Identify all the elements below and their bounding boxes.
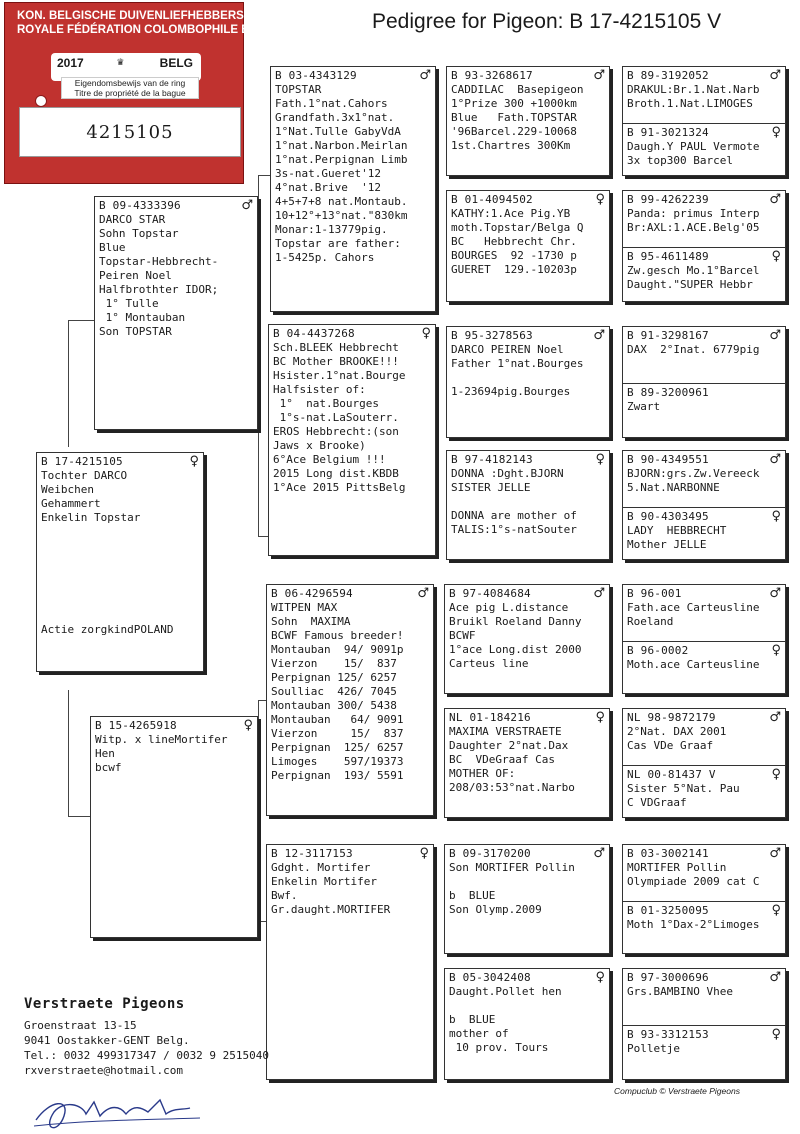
male-symbol-icon: ♂	[769, 329, 781, 343]
female-symbol-icon: ♀	[419, 846, 429, 861]
ring-number: B 15-4265918	[95, 719, 177, 732]
pedigree-line: 1°Nat.Tulle GabyVdA	[275, 125, 401, 138]
pedigree-line: Perpignan 125/ 6257	[271, 741, 404, 754]
pedigree-card-header	[627, 126, 781, 140]
pedigree-line: 10+12°+13°nat."830km	[275, 209, 408, 222]
pedigree-line: MOTHER OF:	[449, 767, 516, 780]
pedigree-line: 1°Prize 300 +1000km	[451, 97, 577, 110]
male-symbol-icon: ♂	[769, 587, 781, 601]
ring-number: B 97-3000696	[627, 971, 709, 984]
pedigree-line: BC VDeGraaf Cas	[449, 753, 555, 766]
pedigree-line: TALIS:1°s-natSouter	[451, 523, 577, 536]
pedigree-line: 1st.Chartres 300Km	[451, 139, 571, 152]
pedigree-line: DONNA are mother of	[451, 509, 577, 522]
female-symbol-icon: ♀	[243, 718, 253, 733]
breeder-name: Verstraete Pigeons	[24, 996, 185, 1012]
ring-number: B 09-4333396	[99, 199, 181, 212]
ring-number: B 04-4437268	[273, 327, 355, 340]
breeder-phone: Tel.: 0032 499317347 / 0032 9 2515040	[24, 1049, 270, 1062]
pedigree-line: Carteus line	[449, 657, 529, 670]
ring-number: B 90-4349551	[627, 453, 709, 466]
ring-number: B 12-3117153	[271, 847, 353, 860]
ring-ownership-card	[4, 2, 281, 184]
pedigree-line: Enkelin Topstar	[41, 511, 141, 524]
pedigree-line: mother of	[449, 1027, 509, 1040]
pedigree-card-header	[627, 453, 781, 467]
male-symbol-icon: ♂	[769, 193, 781, 207]
pedigree-line: 5.Nat.NARBONNE	[627, 481, 720, 494]
handwritten-signature	[30, 1090, 210, 1134]
pedigree-half-bottom	[627, 386, 781, 414]
pedigree-card-header	[449, 847, 605, 861]
pedigree-half-bottom	[627, 250, 781, 292]
female-symbol-icon: ♀	[771, 1027, 781, 1042]
pedigree-line: MAXIMA VERSTRAETE	[449, 725, 562, 738]
pedigree-card-header	[627, 329, 781, 343]
pedigree-line: WITPEN MAX	[271, 601, 338, 614]
pedigree-line: Halfsister of:	[273, 383, 366, 396]
pedigree-line: Ace pig L.distance	[449, 601, 569, 614]
pedigree-card-gen5	[622, 844, 786, 954]
pedigree-line: b BLUE	[449, 1013, 496, 1026]
female-symbol-icon: ♀	[771, 125, 781, 140]
pedigree-line: 1° Montauban	[99, 311, 186, 324]
pedigree-line	[41, 595, 199, 609]
pedigree-card-fff	[446, 66, 610, 176]
ring-country: BELG	[159, 56, 193, 70]
pedigree-line: CADDILAC Basepigeon	[451, 83, 584, 96]
ring-title-nl: Eigendomsbewijs van de ring	[74, 78, 186, 88]
female-symbol-icon: ♀	[189, 454, 199, 469]
pedigree-line: 3x top300 Barcel	[627, 154, 733, 167]
pedigree-line: Hsister.1°nat.Bourge	[273, 369, 406, 382]
pedigree-card-header	[95, 719, 253, 733]
pedigree-line: Sohn Topstar	[99, 227, 179, 240]
pedigree-half-bottom	[627, 644, 781, 672]
pedigree-card-gen5	[622, 584, 786, 694]
ring-number: 4215105	[19, 107, 241, 157]
pedigree-line: BC Mother BROOKE!!!	[273, 355, 399, 368]
ring-number: NL 00-81437 V	[627, 768, 716, 781]
pedigree-line: Grs.BAMBINO Vhee	[627, 985, 733, 998]
page-title: Pedigree for Pigeon: B 17-4215105 V	[372, 10, 722, 33]
pedigree-line: 1° nat.Bourges	[273, 397, 379, 410]
pedigree-line: DRAKUL:Br.1.Nat.Narb	[627, 83, 760, 96]
pedigree-line: Gdght. Mortifer	[271, 861, 371, 874]
pedigree-line: bcwf	[95, 761, 122, 774]
pedigree-line: Actie zorgkindPOLAND	[41, 623, 174, 636]
pedigree-card-header	[271, 847, 429, 861]
pedigree-line: Monar:1-13779pig.	[275, 223, 388, 236]
pedigree-line: 1°Ace 2015 PittsBelg	[273, 481, 406, 494]
ring-number: B 99-4262239	[627, 193, 709, 206]
pedigree-line: Moth 1°Dax-2°Limoges	[627, 918, 760, 931]
pedigree-line: Son MORTIFER Pollin	[449, 861, 575, 874]
pedigree-line	[41, 525, 199, 539]
pedigree-card-header	[627, 250, 781, 264]
pedigree-card-header	[627, 711, 781, 725]
pedigree-card-header	[449, 587, 605, 601]
pedigree-line	[451, 371, 605, 385]
pedigree-line: Vierzon 15/ 837	[271, 727, 404, 740]
pedigree-card-fmm	[446, 450, 610, 560]
pedigree-line: BJORN:grs.Zw.Vereeck	[627, 467, 760, 480]
pedigree-line: Hen	[95, 747, 115, 760]
pedigree-line: Montauban 64/ 9091	[271, 713, 404, 726]
female-symbol-icon: ♀	[595, 970, 605, 985]
breeder-city: 9041 Oostakker-GENT Belg.	[24, 1034, 190, 1047]
ring-number: B 97-4182143	[451, 453, 533, 466]
female-symbol-icon: ♀	[771, 903, 781, 918]
pedigree-line: Enkelin Mortifer	[271, 875, 377, 888]
pedigree-line	[449, 875, 605, 889]
pedigree-line: Broth.1.Nat.LIMOGES	[627, 97, 753, 110]
pedigree-line: 3s-nat.Gueret'12	[275, 167, 381, 180]
pedigree-card-header	[627, 1028, 781, 1042]
software-credit: Compuclub © Verstraete Pigeons	[614, 1086, 740, 1096]
pedigree-line: 1°ace Long.dist 2000	[449, 643, 582, 656]
pedigree-line	[41, 581, 199, 595]
female-symbol-icon: ♀	[771, 767, 781, 782]
female-symbol-icon: ♀	[771, 643, 781, 658]
pedigree-line: GUERET 129.-10203p	[451, 263, 577, 276]
pedigree-card-header	[451, 193, 605, 207]
breeder-email: rxverstraete@hotmail.com	[24, 1064, 183, 1077]
pedigree-line: Weibchen	[41, 483, 94, 496]
pedigree-line: Halfbrothter IDOR;	[99, 283, 219, 296]
male-symbol-icon: ♂	[769, 971, 781, 985]
pedigree-card-header	[271, 587, 429, 601]
ring-number: B 17-4215105	[41, 455, 123, 468]
pedigree-line: Zw.gesch Mo.1°Barcel	[627, 264, 760, 277]
pedigree-line: Mother JELLE	[627, 538, 707, 551]
connector	[68, 320, 97, 447]
ring-number: B 05-3042408	[449, 971, 531, 984]
ring-number: B 95-3278563	[451, 329, 533, 342]
ring-number: B 90-4303495	[627, 510, 709, 523]
pedigree-half-top	[627, 69, 781, 121]
ring-number: B 09-3170200	[449, 847, 531, 860]
pedigree-half-top	[627, 587, 781, 639]
pedigree-line: 1-23694pig.Bourges	[451, 385, 571, 398]
male-symbol-icon: ♂	[769, 453, 781, 467]
pedigree-card-header	[627, 193, 781, 207]
pedigree-line: '96Barcel.229-10068	[451, 125, 577, 138]
pedigree-card-header	[627, 904, 781, 918]
pedigree-card-gen5	[622, 708, 786, 818]
pedigree-line: Bwf.	[271, 889, 298, 902]
card-divider	[623, 247, 785, 248]
pedigree-card-mother	[90, 716, 258, 938]
pedigree-line: 1° Tulle	[99, 297, 159, 310]
pedigree-card-header	[449, 711, 605, 725]
ring-number: B 89-3200961	[627, 386, 709, 399]
pedigree-line: 2015 Long dist.KBDB	[273, 467, 399, 480]
pedigree-card-header	[451, 69, 605, 83]
pedigree-line: 2°Nat. DAX 2001	[627, 725, 727, 738]
pedigree-line: DONNA :Dght.BJORN	[451, 467, 564, 480]
pedigree-line: Topstar are father:	[275, 237, 401, 250]
pedigree-line	[41, 609, 199, 623]
pedigree-line: BCWF	[449, 629, 476, 642]
pedigree-line: Witp. x lineMortifer	[95, 733, 228, 746]
pedigree-line: DARCO STAR	[99, 213, 166, 226]
pedigree-half-top	[627, 453, 781, 505]
pedigree-line: Daughter 2°nat.Dax	[449, 739, 569, 752]
pedigree-card-gen5	[622, 66, 786, 176]
pedigree-line: 1°nat.Narbon.Meirlan	[275, 139, 408, 152]
pedigree-line: Sch.BLEEK Hebbrecht	[273, 341, 399, 354]
pedigree-half-bottom	[627, 768, 781, 810]
pedigree-line: SISTER JELLE	[451, 481, 531, 494]
pedigree-line: Gehammert	[41, 497, 101, 510]
pedigree-card-header	[627, 847, 781, 861]
pedigree-line: Montauban 300/ 5438	[271, 699, 397, 712]
pedigree-line: 4+5+7+8 nat.Montaub.	[275, 195, 408, 208]
pedigree-line: 1-5425p. Cahors	[275, 251, 375, 264]
male-symbol-icon: ♂	[769, 847, 781, 861]
pedigree-half-top	[627, 329, 781, 381]
pedigree-line	[449, 999, 605, 1013]
pedigree-line: Fath.1°nat.Cahors	[275, 97, 388, 110]
pedigree-half-bottom	[627, 126, 781, 168]
pedigree-line: Olympiade 2009 cat C	[627, 875, 760, 888]
pedigree-card-mm	[266, 844, 434, 1080]
pedigree-line: Perpignan 125/ 6257	[271, 671, 397, 684]
male-symbol-icon: ♂	[419, 68, 431, 83]
pedigree-card-mfm	[444, 708, 610, 818]
ring-number: NL 98-9872179	[627, 711, 716, 724]
ring-title	[61, 77, 199, 99]
pedigree-line: MORTIFER Pollin	[627, 861, 727, 874]
pedigree-card-fm	[268, 324, 436, 556]
pedigree-line: Zwart	[627, 400, 661, 413]
pedigree-line: Grandfath.3x1°nat.	[275, 111, 395, 124]
ring-number: B 91-3298167	[627, 329, 709, 342]
pedigree-card-gen5	[622, 968, 786, 1080]
pedigree-line: 1°s-nat.LaSouterr.	[273, 411, 399, 424]
pedigree-line: 10 prov. Tours	[449, 1041, 549, 1054]
pedigree-line	[451, 495, 605, 509]
pedigree-line: LADY HEBBRECHT	[627, 524, 727, 537]
pedigree-line: Son TOPSTAR	[99, 325, 172, 338]
pedigree-line: Vierzon 15/ 837	[271, 657, 397, 670]
pedigree-half-bottom	[627, 510, 781, 552]
pedigree-card-header	[449, 971, 605, 985]
pedigree-line: Blue	[99, 241, 126, 254]
pedigree-line: Peiren Noel	[99, 269, 172, 282]
pedigree-card-header	[451, 329, 605, 343]
ring-number: NL 01-184216	[449, 711, 531, 724]
female-symbol-icon: ♀	[421, 326, 431, 341]
pedigree-half-bottom	[627, 904, 781, 932]
pedigree-line: 208/03:53°nat.Narbo	[449, 781, 575, 794]
pedigree-line: Perpignan 193/ 5591	[271, 769, 404, 782]
male-symbol-icon: ♂	[769, 711, 781, 725]
pedigree-half-top	[627, 971, 781, 1023]
card-divider	[623, 1025, 785, 1026]
male-symbol-icon: ♂	[241, 198, 253, 213]
card-divider	[623, 507, 785, 508]
pedigree-line: Daugh.Y PAUL Vermote	[627, 140, 760, 153]
pedigree-card-header	[627, 386, 781, 400]
female-symbol-icon: ♀	[595, 452, 605, 467]
pedigree-line: DARCO PEIREN Noel	[451, 343, 564, 356]
ring-number: B 93-3312153	[627, 1028, 709, 1041]
pedigree-line: Topstar-Hebbrecht-	[99, 255, 219, 268]
female-symbol-icon: ♀	[771, 509, 781, 524]
pedigree-card-header	[627, 644, 781, 658]
ring-year: 2017	[57, 56, 84, 70]
card-divider	[623, 123, 785, 124]
pedigree-card-gen5	[622, 326, 786, 438]
punch-hole-icon	[35, 95, 47, 107]
ring-title-fr: Titre de propriété de la bague	[74, 88, 186, 98]
ring-number: B 01-3250095	[627, 904, 709, 917]
federation-name-fr: ROYALE FÉDÉRATION COLOMBOPHILE BELGE	[17, 24, 281, 36]
ring-number: B 03-3002141	[627, 847, 709, 860]
card-divider	[623, 901, 785, 902]
pedigree-line: Roeland	[627, 615, 674, 628]
male-symbol-icon: ♂	[769, 69, 781, 83]
pedigree-half-bottom	[627, 1028, 781, 1056]
pedigree-card-mmm	[444, 968, 610, 1080]
ring-number: B 96-001	[627, 587, 682, 600]
ring-number: B 89-3192052	[627, 69, 709, 82]
pedigree-line: Fath.ace Carteusline	[627, 601, 760, 614]
ring-number: B 03-4343129	[275, 69, 357, 82]
pedigree-line: Tochter DARCO	[41, 469, 128, 482]
pedigree-card-header	[99, 199, 253, 213]
pedigree-line: Daught."SUPER Hebbr	[627, 278, 753, 291]
pedigree-line: Sister 5°Nat. Pau	[627, 782, 740, 795]
ring-number: B 93-3268617	[451, 69, 533, 82]
pedigree-line: moth.Topstar/Belga Q	[451, 221, 584, 234]
pedigree-card-header	[273, 327, 431, 341]
pedigree-card-header	[627, 971, 781, 985]
pedigree-card-header	[627, 587, 781, 601]
pedigree-card-mff	[444, 584, 610, 694]
pedigree-half-top	[627, 711, 781, 763]
pedigree-card-gen5	[622, 190, 786, 302]
ring-number: B 91-3021324	[627, 126, 709, 139]
pedigree-line: C VDGraaf	[627, 796, 687, 809]
pedigree-line: Montauban 94/ 9091p	[271, 643, 404, 656]
pedigree-line: 4°nat.Brive '12	[275, 181, 381, 194]
ring-number: B 95-4611489	[627, 250, 709, 263]
pedigree-line	[41, 539, 199, 553]
pedigree-card-father	[94, 196, 258, 430]
pedigree-card-mf	[266, 584, 434, 816]
pedigree-line: Br:AXL:1.ACE.Belg'05	[627, 221, 760, 234]
male-symbol-icon: ♂	[593, 68, 605, 83]
female-symbol-icon: ♀	[595, 192, 605, 207]
pedigree-line: Soulliac 426/ 7045	[271, 685, 397, 698]
breeder-info	[24, 996, 269, 1078]
pedigree-line: Limoges 597/19373	[271, 755, 404, 768]
pedigree-line: Jaws x Brooke)	[273, 439, 366, 452]
pedigree-line: Bruikl Roeland Danny	[449, 615, 582, 628]
pedigree-line	[41, 553, 199, 567]
pedigree-line: Moth.ace Carteusline	[627, 658, 760, 671]
pedigree-card-header	[627, 69, 781, 83]
pedigree-line: 6°Ace Belgium !!!	[273, 453, 386, 466]
federation-name-nl: KON. BELGISCHE DUIVENLIEFHEBBERSBOND	[17, 10, 278, 22]
breeder-street: Groenstraat 13-15	[24, 1019, 137, 1032]
pedigree-line: Blue Fath.TOPSTAR	[451, 111, 577, 124]
pedigree-line: Son Olymp.2009	[449, 903, 542, 916]
pedigree-line: TOPSTAR	[275, 83, 322, 96]
male-symbol-icon: ♂	[593, 846, 605, 861]
card-divider	[623, 765, 785, 766]
pedigree-half-top	[627, 193, 781, 245]
pedigree-card-gen5	[622, 450, 786, 560]
pedigree-line: Daught.Pollet hen	[449, 985, 562, 998]
pedigree-line	[41, 567, 199, 581]
pedigree-line: BCWF Famous breeder!	[271, 629, 404, 642]
pedigree-card-header	[627, 768, 781, 782]
pedigree-card-header	[451, 453, 605, 467]
card-divider	[623, 641, 785, 642]
pedigree-line: 1°nat.Perpignan Limb	[275, 153, 408, 166]
male-symbol-icon: ♂	[593, 586, 605, 601]
pedigree-card-header	[275, 69, 431, 83]
pedigree-card-ff	[270, 66, 436, 312]
pedigree-line: Father 1°nat.Bourges	[451, 357, 584, 370]
pedigree-line: DAX 2°Inat. 6779pig	[627, 343, 760, 356]
ring-number: B 97-4084684	[449, 587, 531, 600]
pedigree-line: KATHY:1.Ace Pig.YB	[451, 207, 571, 220]
female-symbol-icon: ♀	[771, 249, 781, 264]
pedigree-card-fmf	[446, 326, 610, 438]
pedigree-card-header	[41, 455, 199, 469]
pedigree-line: Gr.daught.MORTIFER	[271, 903, 391, 916]
pedigree-card-ffm	[446, 190, 610, 302]
pedigree-card-header	[627, 510, 781, 524]
pedigree-line: BC Hebbrecht Chr.	[451, 235, 577, 248]
pedigree-line: BOURGES 92 -1730 p	[451, 249, 577, 262]
ring-number: B 01-4094502	[451, 193, 533, 206]
pedigree-line: b BLUE	[449, 889, 496, 902]
pedigree-line: Polletje	[627, 1042, 680, 1055]
pedigree-card-subject	[36, 452, 204, 672]
pedigree-line: Sohn MAXIMA	[271, 615, 351, 628]
female-symbol-icon: ♀	[595, 710, 605, 725]
pedigree-card-mmf	[444, 844, 610, 954]
ring-number: B 96-0002	[627, 644, 689, 657]
pedigree-line: EROS Hebbrecht:(son	[273, 425, 399, 438]
crown-icon: ♛	[117, 55, 124, 68]
male-symbol-icon: ♂	[417, 586, 429, 601]
male-symbol-icon: ♂	[593, 328, 605, 343]
ring-number: B 06-4296594	[271, 587, 353, 600]
card-divider	[623, 383, 785, 384]
pedigree-line: Cas VDe Graaf	[627, 739, 714, 752]
pedigree-half-top	[627, 847, 781, 899]
pedigree-line: Panda: primus Interp	[627, 207, 760, 220]
